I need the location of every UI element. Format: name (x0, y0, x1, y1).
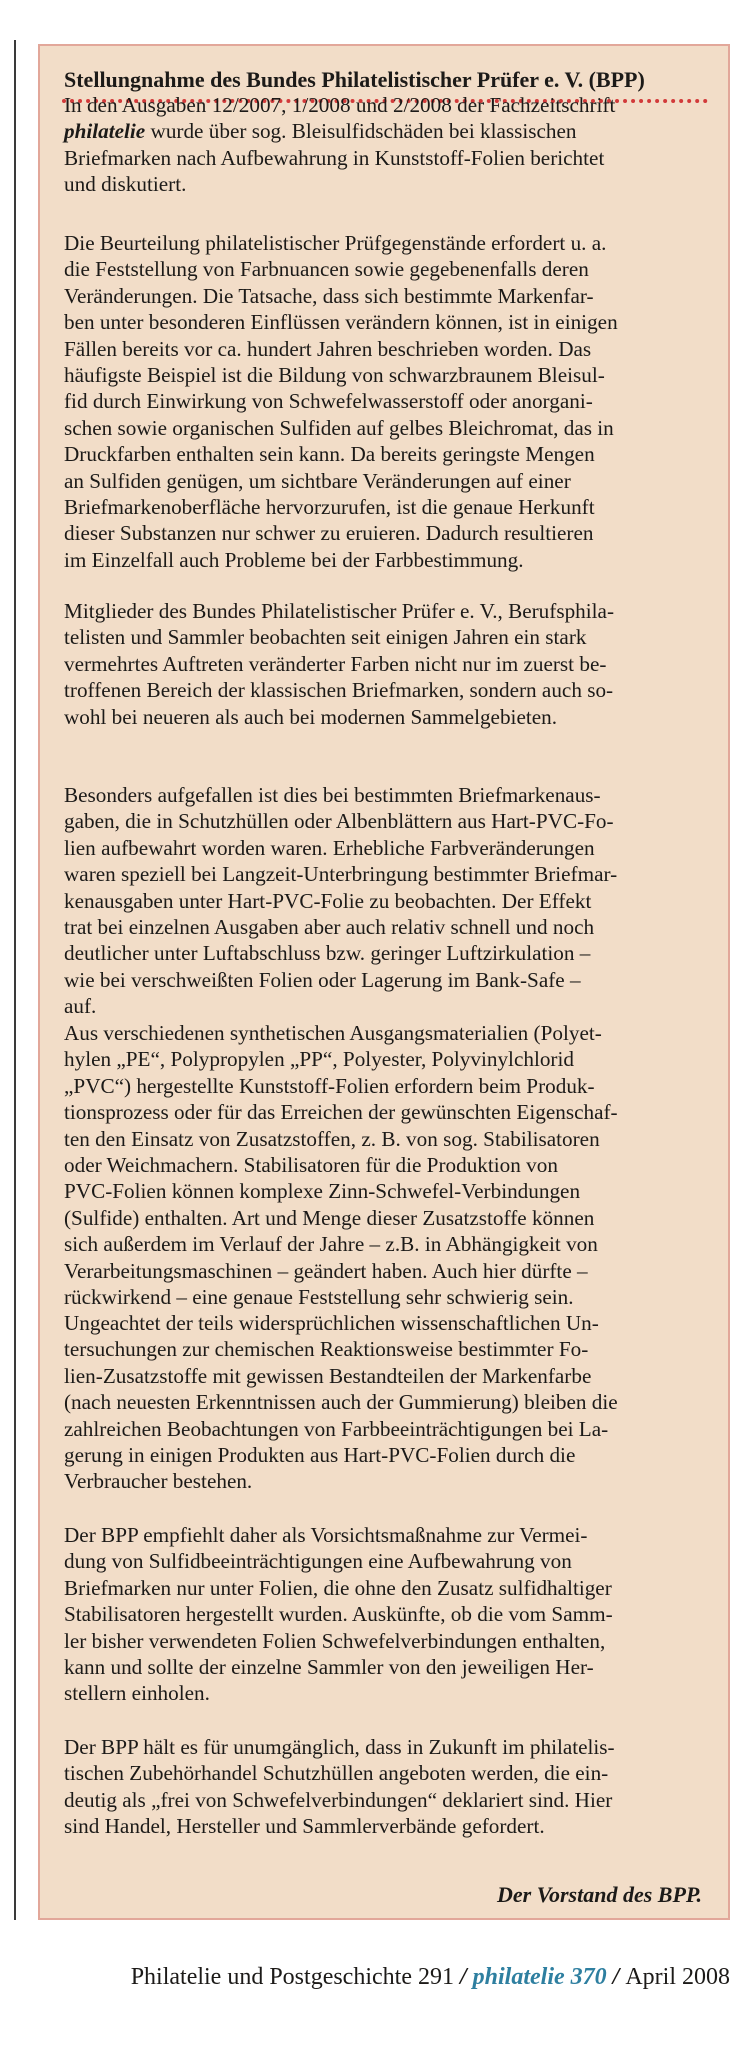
text-line: lien-Zusatzstoffe mit gewissen Bestandteilen der Markenfarbe (64, 1363, 592, 1388)
text-line: wie bei verschweißten Folien oder Lagerung im Bank-Safe – (64, 967, 581, 992)
text-line: gerung in einigen Produkten aus Hart-PVC-Folien durch die (64, 1443, 576, 1468)
text-line: fid durch Einwirkung von Schwefelwasserstoff oder anorgani- (64, 389, 593, 414)
text-line: gaben, die in Schutzhüllen oder Albenblättern aus Hart-PVC-Fo- (64, 809, 614, 834)
text-line: PVC-Folien können komplexe Zinn-Schwefel-Verbindungen (64, 1179, 581, 1204)
text-line: lien aufbewahrt worden waren. Erhebliche Farbveränderungen (64, 835, 595, 860)
text-line: und diskutiert. (64, 172, 187, 197)
text-line: stellern einholen. (64, 1681, 210, 1706)
text-line: kann und sollte der einzelne Sammler von den jeweiligen Her- (64, 1655, 594, 1680)
text-line: tischen Zubehörhandel Schutzhüllen angeboten werden, die ein- (64, 1761, 609, 1786)
text-line: trat bei einzelnen Ausgaben aber auch relativ schnell und noch (64, 915, 595, 940)
footer-separator: / (453, 1964, 473, 1990)
text-line: sind Handel, Hersteller und Sammlerverbände gefordert. (64, 1814, 545, 1839)
text-line: an Sulfiden genügen, um sichtbare Veränderungen auf einer (64, 468, 571, 493)
text-line: auf. (64, 994, 97, 1019)
paragraph (64, 1522, 704, 1707)
footer-date: April 2008 (625, 1964, 730, 1990)
text-line: In den Ausgaben 12/2007, 1/2008 und 2/2008 der Fachzeitschrift (64, 93, 616, 117)
text-line: Druckfarben enthalten sein kann. Da bereits geringste Mengen (64, 442, 595, 467)
text-line: ten den Einsatz von Zusatzstoffen, z. B. von sog. Stabilisatoren (64, 1126, 600, 1151)
text-line: Verbraucher bestehen. (64, 1469, 253, 1494)
text-line: telisten und Sammler beobachten seit einigen Jahren ein stark (64, 625, 587, 650)
text-line: Der BPP hält es für unumgänglich, dass in Zukunft im philatelis- (64, 1735, 615, 1759)
text-line: deutig als „frei von Schwefelverbindungen“ deklariert sind. Hier (64, 1787, 613, 1812)
text-line: „PVC“) hergestellte Kunststoff-Folien erfordern beim Produk- (64, 1073, 595, 1098)
text-line: Aus verschiedenen synthetischen Ausgangsmaterialien (Polyet- (64, 1021, 602, 1045)
statement-box (38, 44, 730, 1920)
text-line: ben unter besonderen Einflüssen verändern können, ist in einigen (64, 310, 618, 335)
text-line: Briefmarkenoberfläche hervorzurufen, ist die genaue Herkunft (64, 495, 595, 520)
text-line: wohl bei neueren als auch bei modernen Sammelgebieten. (64, 704, 558, 729)
text-line: Die Beurteilung philatelistischer Prüfgegenstände erfordert u. a. (64, 231, 607, 255)
text-line: rückwirkend – eine genaue Feststellung sehr schwierig sein. (64, 1285, 574, 1310)
text-line: oder Weichmachern. Stabilisatoren für die Produktion von (64, 1153, 558, 1178)
text-line: ler bisher verwendeten Folien Schwefelverbindungen enthalten, (64, 1628, 606, 1653)
signature: Der Vorstand des BPP. (497, 1882, 702, 1907)
text-line: tersuchungen zur chemischen Reaktionsweise bestimmter Fo- (64, 1337, 589, 1362)
paragraph (64, 1020, 704, 1310)
text-line: dung von Sulfidbeeinträchtigungen eine Aufbewahrung von (64, 1549, 572, 1574)
text-line: sich außerdem im Verlauf der Jahre – z.B. in Abhängigkeit von (64, 1232, 598, 1257)
page-footer (30, 1962, 730, 1992)
text-line: Mitglieder des Bundes Philatelistischer Prüfer e. V., Berufsphila- (64, 599, 614, 623)
paragraph (64, 598, 704, 730)
text-line: im Einzelfall auch Probleme bei der Farbbestimmung. (64, 547, 524, 572)
paragraph (64, 782, 704, 1020)
text-line: Briefmarken nach Aufbewahrung in Kunststoff-Folien berichtet (64, 145, 605, 170)
text-line: Fällen bereits vor ca. hundert Jahren beschrieben worden. Das (64, 336, 592, 361)
text-line: Briefmarken nur unter Folien, die ohne den Zusatz sulfidhaltiger (64, 1575, 612, 1600)
footer-publication: Philatelie und Postgeschichte 291 (130, 1964, 454, 1990)
text-line: Besonders aufgefallen ist dies bei bestimmten Briefmarkenaus- (64, 783, 601, 807)
text-line: vermehrtes Auftreten veränderter Farben nicht nur im zuerst be- (64, 651, 607, 676)
paragraph (64, 1734, 704, 1840)
paragraph (64, 92, 704, 198)
text-line: zahlreichen Beobachtungen von Farbbeeinträchtigungen bei La- (64, 1416, 609, 1441)
text-line: Stabilisatoren hergestellt wurden. Auskünfte, ob die vom Samm- (64, 1602, 613, 1627)
text-line: Ungeachtet der teils widersprüchlichen wissenschaftlichen Un- (64, 1311, 599, 1335)
text-line: Veränderungen. Die Tatsache, dass sich bestimmte Markenfar- (64, 283, 594, 308)
footer-separator: / (606, 1964, 626, 1990)
text-line: deutlicher unter Luftabschluss bzw. geringer Luftzirkulation – (64, 941, 591, 966)
footer-magazine: philatelie 370 (472, 1964, 607, 1990)
magazine-name: philatelie (64, 119, 146, 144)
text-line: troffenen Bereich der klassischen Briefmarken, sondern auch so- (64, 678, 614, 703)
text-line: schen sowie organischen Sulfiden auf gelbes Bleichromat, das in (64, 415, 614, 440)
text-line: kenausgaben unter Hart-PVC-Folie zu beobachten. Der Effekt (64, 888, 592, 913)
article-title: Stellungnahme des Bundes Philatelistischer Prüfer e. V. (BPP) (64, 67, 645, 92)
text-line: philatelie wurde über sog. Bleisulfidschäden bei klassischen (64, 119, 577, 144)
column-rule (14, 40, 16, 1920)
text-line: tionsprozess oder für das Erreichen der gewünschten Eigenschaf- (64, 1100, 618, 1125)
text-line: (nach neuesten Erkenntnissen auch der Gummierung) bleiben die (64, 1390, 618, 1415)
paragraph (64, 230, 704, 573)
text-line: waren speziell bei Langzeit-Unterbringung bestimmter Briefmar- (64, 862, 618, 887)
paragraph (64, 1310, 704, 1495)
text-line: die Feststellung von Farbnuancen sowie gegebenenfalls deren (64, 257, 589, 282)
text-line: Der BPP empfiehlt daher als Vorsichtsmaßnahme zur Vermei- (64, 1523, 588, 1547)
text-line: dieser Substanzen nur schwer zu eruieren. Dadurch resultieren (64, 521, 594, 546)
text-line: hylen „PE“, Polypropylen „PP“, Polyester, Polyvinylchlorid (64, 1047, 574, 1072)
text-line: (Sulfide) enthalten. Art und Menge dieser Zusatzstoffe können (64, 1205, 595, 1230)
text-line: Verarbeitungsmaschinen – geändert haben. Auch hier dürfte – (64, 1258, 588, 1283)
text-line: häufigste Beispiel ist die Bildung von schwarzbraunem Bleisul- (64, 363, 605, 388)
